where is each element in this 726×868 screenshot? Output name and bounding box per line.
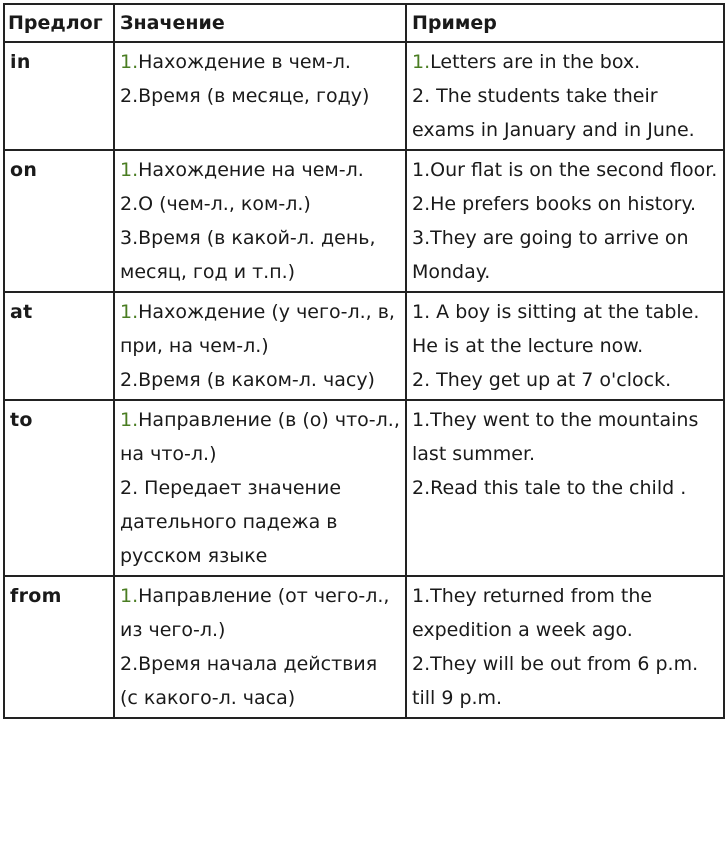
- item-text: 2.They will be out from 6 p.m. till 9 p.m.: [412, 653, 699, 709]
- item-text: Направление (в (о) что-л., на что-л.): [120, 409, 400, 465]
- meaning-line: [120, 187, 401, 221]
- item-text: 1. A boy is sitting at the table. He is at the lecture now.: [412, 301, 700, 357]
- item-text: Направление (от чего-л., из чего-л.): [120, 585, 390, 641]
- meaning-cell: [114, 150, 406, 292]
- example-line: [412, 221, 719, 289]
- preposition-cell: at: [4, 292, 114, 400]
- meaning-line: [120, 295, 401, 363]
- preposition-cell: on: [4, 150, 114, 292]
- item-text: Нахождение (у чего-л., в, при, на чем-л.): [120, 301, 395, 357]
- item-text: 2. Передает значение дательного падежа в русском языке: [120, 477, 342, 567]
- example-cell: [406, 400, 724, 576]
- example-line: [412, 471, 719, 505]
- example-cell: [406, 576, 724, 718]
- table-row: [4, 292, 724, 400]
- item-text: 2.Время (в каком-л. часу): [120, 369, 375, 391]
- table-row: [4, 150, 724, 292]
- meaning-cell: [114, 292, 406, 400]
- meaning-line: [120, 153, 401, 187]
- header-row: [4, 4, 724, 42]
- example-line: [412, 579, 719, 647]
- table-row: [4, 576, 724, 718]
- meaning-cell: [114, 576, 406, 718]
- item-text: Letters are in the box.: [430, 51, 641, 73]
- item-text: Нахождение на чем-л.: [138, 159, 364, 181]
- item-text: 3.They are going to arrive on Monday.: [412, 227, 689, 283]
- table-body: [4, 42, 724, 718]
- example-line: [412, 79, 719, 147]
- item-text: 2.О (чем-л., ком-л.): [120, 193, 311, 215]
- header-preposition: Предлог: [4, 4, 114, 42]
- item-number: 1.: [120, 51, 139, 73]
- item-number: 1.: [412, 51, 431, 73]
- meaning-line: [120, 647, 401, 715]
- item-text: 2. The students take their exams in January and in June.: [412, 85, 695, 141]
- example-cell: [406, 150, 724, 292]
- item-text: Нахождение в чем-л.: [138, 51, 351, 73]
- item-number: 1.: [120, 409, 139, 431]
- header-meaning: Значение: [114, 4, 406, 42]
- example-cell: [406, 42, 724, 150]
- table-row: [4, 400, 724, 576]
- table-header: [4, 4, 724, 42]
- meaning-line: [120, 79, 401, 113]
- meaning-cell: [114, 42, 406, 150]
- example-line: [412, 363, 719, 397]
- meaning-line: [120, 221, 401, 289]
- item-number: 1.: [120, 301, 139, 323]
- example-line: [412, 45, 719, 79]
- meaning-line: [120, 363, 401, 397]
- example-cell: [406, 292, 724, 400]
- item-text: 2.Время начала действия (с какого-л. часа): [120, 653, 378, 709]
- header-example: Пример: [406, 4, 724, 42]
- meaning-line: [120, 471, 401, 573]
- preposition-cell: in: [4, 42, 114, 150]
- preposition-cell: from: [4, 576, 114, 718]
- item-text: 2.He prefers books on history.: [412, 193, 697, 215]
- prepositions-table: [3, 3, 725, 719]
- example-line: [412, 153, 719, 187]
- example-line: [412, 403, 719, 471]
- meaning-line: [120, 579, 401, 647]
- example-line: [412, 295, 719, 363]
- table-row: [4, 42, 724, 150]
- item-text: 3.Время (в какой-л. день, месяц, год и т.п.): [120, 227, 376, 283]
- item-number: 1.: [120, 585, 139, 607]
- example-line: [412, 187, 719, 221]
- item-number: 1.: [120, 159, 139, 181]
- item-text: 2.Время (в месяце, году): [120, 85, 370, 107]
- meaning-line: [120, 403, 401, 471]
- item-text: 1.They returned from the expedition a week ago.: [412, 585, 653, 641]
- item-text: 2.Read this tale to the child .: [412, 477, 687, 499]
- item-text: 1.Our flat is on the second floor.: [412, 159, 718, 181]
- preposition-cell: to: [4, 400, 114, 576]
- item-text: 2. They get up at 7 o'clock.: [412, 369, 672, 391]
- meaning-line: [120, 45, 401, 79]
- meaning-cell: [114, 400, 406, 576]
- example-line: [412, 647, 719, 715]
- item-text: 1.They went to the mountains last summer.: [412, 409, 699, 465]
